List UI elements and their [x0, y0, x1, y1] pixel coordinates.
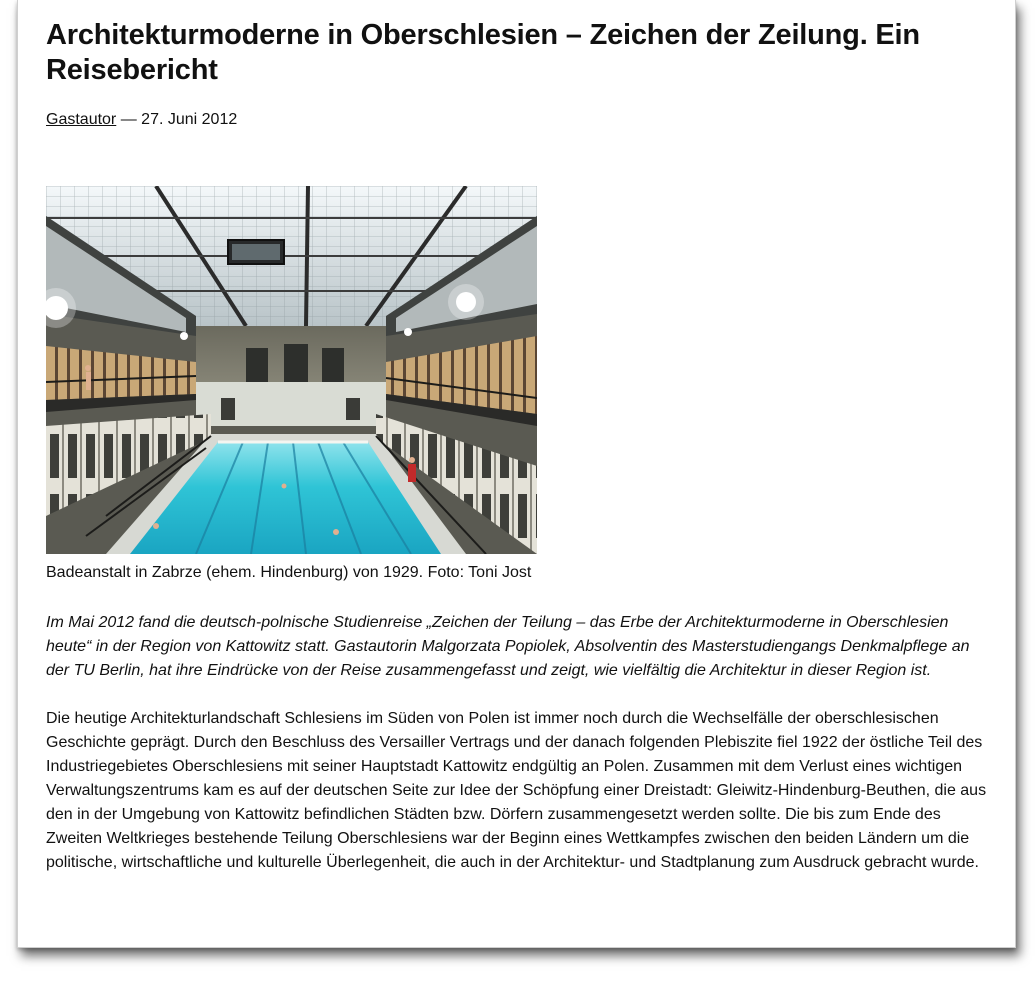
image-caption: Badeanstalt in Zabrze (ehem. Hindenburg) von 1929. Foto: Toni Jost	[46, 564, 532, 581]
article-page	[17, 0, 1016, 948]
author-link[interactable]: Gastautor	[46, 111, 117, 128]
meta-separator: —	[120, 111, 137, 128]
article-lead: Im Mai 2012 fand die deutsch-polnische Studienreise „Zeichen der Teilung – das Erbe der Architekturmoderne in Oberschlesien heute“ in der Region von Kattowitz statt. Gastautorin Malgorzata Popiolek, Absolventin des Masterstudiengangs Denkmalpflege an der TU Berlin, hat ihre Eindrücke von der Reise zusammengefasst und zeigt, wie vielfältig die Architektur in dieser Region ist.	[46, 614, 970, 679]
article-image[interactable]	[46, 186, 537, 554]
article-content	[46, 18, 996, 875]
article-paragraph: Die heutige Architekturlandschaft Schlesiens im Süden von Polen ist immer noch durch die Wechselfälle der oberschlesischen Geschichte geprägt. Durch den Beschluss des Versailler Vertrags und der danach folgenden Plebiszite fiel 1922 der östliche Teil des Industriegebietes Oberschlesiens mit seiner Hauptstadt Kattowitz endgültig an Polen. Zusammen mit dem Verlust eines wichtigen Verwaltungszentrums kam es auf der deutschen Seite zur Idee der Schöpfung einer Dreistadt: Gleiwitz-Hindenburg-Beuthen, die aus den in der Umgebung von Kattowitz befindlichen Städten bzw. Dörfern zusammengesetzt werden sollte. Die bis zum Ende des Zweiten Weltkrieges bestehende Teilung Oberschlesiens war der Beginn eines Wettkampfes zwischen den beiden Ländern um die politische, wirtschaftliche und kulturelle Überlegenheit, die auch in der Architektur- und Stadtplanung zum Ausdruck gebracht wurde.	[46, 710, 987, 871]
article-meta	[46, 109, 996, 131]
publish-date: 27. Juni 2012	[141, 111, 238, 128]
pool-photo-illustration	[46, 186, 537, 554]
article-title: Architekturmoderne in Oberschlesien – Zeichen der Zeilung. Ein Reisebericht	[46, 19, 920, 86]
